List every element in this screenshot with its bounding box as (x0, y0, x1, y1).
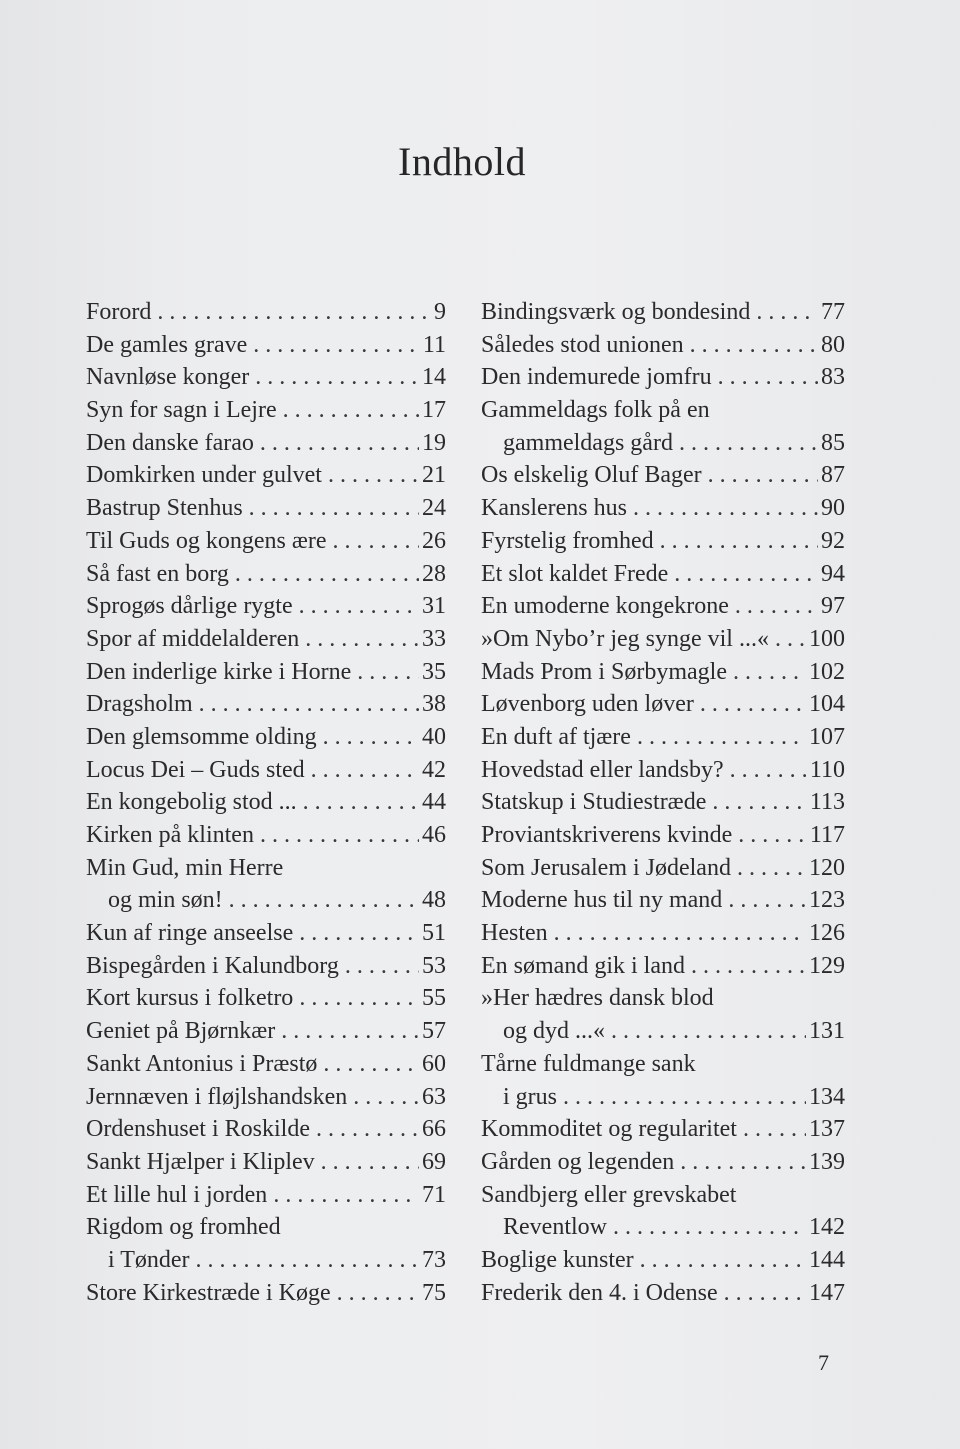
dot-leader (157, 296, 431, 329)
toc-entry-title: og min søn! (108, 887, 223, 914)
toc-entry (86, 492, 446, 525)
toc-entry-title: gammeldags gård (503, 429, 673, 456)
toc-entry (86, 786, 446, 819)
toc-entry (86, 688, 446, 721)
dot-leader (235, 558, 419, 591)
toc-entry (481, 1211, 845, 1244)
toc-entry-line (481, 394, 845, 427)
toc-entry-line (481, 1179, 845, 1212)
toc-entry-page: 147 (809, 1279, 845, 1306)
toc-entry-page: 28 (422, 560, 446, 587)
toc-entry-page: 117 (809, 822, 845, 848)
dot-leader (299, 590, 419, 623)
toc-entry-page: 85 (821, 429, 845, 456)
toc-entry-page: 11 (422, 331, 446, 358)
toc-entry (86, 623, 446, 656)
toc-entry (86, 1081, 446, 1114)
toc-entry (86, 884, 446, 917)
dot-leader (323, 721, 419, 754)
dot-leader (775, 623, 806, 656)
toc-entry-title: Sandbjerg eller grevskabet (481, 1181, 737, 1208)
dot-leader (299, 982, 419, 1015)
toc-entry-title: Navnløse konger (86, 364, 250, 391)
dot-leader (563, 1081, 806, 1114)
toc-entry-page: 63 (422, 1083, 446, 1110)
toc-entry-page: 26 (422, 527, 446, 554)
toc-entry-title: Sankt Hjælper i Kliplev (86, 1148, 315, 1175)
toc-entry-title: Gammeldags folk på en (481, 397, 710, 424)
toc-entry-page: 144 (809, 1246, 845, 1273)
dot-leader (305, 623, 419, 656)
toc-entry-title: Kirken på klinten (86, 822, 254, 848)
dot-leader (708, 459, 818, 492)
toc-entry-title: Et slot kaldet Frede (481, 560, 669, 587)
toc-entry-page: 24 (422, 495, 446, 522)
toc-entry (481, 852, 845, 885)
toc-entry-title: Således stod unionen (481, 331, 684, 358)
toc-entry-page: 137 (809, 1116, 845, 1143)
toc-entry-title: Store Kirkestræde i Køge (86, 1279, 331, 1306)
toc-entry-title: Som Jerusalem i Jødeland (481, 854, 731, 881)
toc-entry-title: Løvenborg uden løver (481, 691, 694, 718)
toc-entry-title: Hesten (481, 920, 548, 947)
toc-entry (481, 950, 845, 983)
toc-entry (86, 394, 446, 427)
toc-entry (481, 656, 845, 689)
toc-entry-page: 19 (422, 429, 446, 456)
toc-entry-title: Gården og legenden (481, 1148, 675, 1175)
toc-entry-title: En duft af tjære (481, 723, 631, 750)
toc-entry-page: 120 (809, 854, 845, 881)
toc-entry (86, 1048, 446, 1081)
dot-leader (733, 656, 806, 689)
dot-leader (738, 819, 807, 852)
dot-leader (249, 492, 419, 525)
toc-entry-page: 66 (422, 1116, 446, 1143)
toc-entry-page: 80 (821, 331, 845, 358)
toc-entry-title: Geniet på Bjørnkær (86, 1018, 276, 1045)
page-title: Indhold (398, 139, 526, 184)
toc-entry (481, 1015, 845, 1048)
toc-entry (86, 1277, 446, 1310)
toc-entry-page: 42 (422, 756, 446, 783)
toc-entry-page: 83 (821, 364, 845, 391)
dot-leader (633, 492, 818, 525)
dot-leader (690, 329, 818, 362)
toc-entry-title: Os elskelig Oluf Bager (481, 462, 702, 489)
toc-entry (481, 427, 845, 460)
toc-entry (481, 590, 845, 623)
toc-entry-page: 107 (809, 723, 845, 750)
toc-entry-page: 71 (422, 1181, 446, 1208)
toc-entry-page: 104 (809, 691, 845, 718)
toc-entry-page: 14 (422, 364, 446, 391)
toc-entry-title: Kort kursus i folketro (86, 985, 294, 1012)
toc-entry-title: Statskup i Studiestræde (481, 789, 707, 816)
toc-entry (86, 982, 446, 1015)
toc-entry (481, 558, 845, 591)
toc-entry (86, 917, 446, 950)
toc-entry (86, 1113, 446, 1146)
toc-entry (481, 1081, 845, 1114)
toc-entry (86, 590, 446, 623)
toc-entry-title: Den inderlige kirke i Horne (86, 658, 352, 685)
toc-entry-title: Fyrstelig fromhed (481, 527, 654, 554)
toc-entry-line (481, 1048, 845, 1081)
toc-entry-page: 131 (809, 1018, 845, 1045)
dot-leader (328, 459, 419, 492)
toc-entry-page: 100 (809, 625, 845, 652)
dot-leader (735, 590, 818, 623)
toc-entry-title: Hovedstad eller landsby? (481, 756, 724, 783)
toc-entry-page: 35 (422, 658, 446, 685)
toc-entry-title: Forord (86, 299, 152, 325)
toc-entry-page: 113 (809, 789, 845, 816)
toc-entry-page: 40 (422, 723, 446, 750)
toc-entry (481, 884, 845, 917)
toc-entry (481, 721, 845, 754)
dot-leader (712, 786, 807, 819)
dot-leader (737, 852, 806, 885)
toc-entry-title: »Om Nybo’r jeg synge vil ...« (481, 625, 769, 652)
toc-entry-title: Syn for sagn i Lejre (86, 397, 277, 424)
toc-entry-title: Tårne fuldmange sank (481, 1050, 696, 1077)
dot-leader (611, 1015, 806, 1048)
toc-entry-title: Min Gud, min Herre (86, 854, 284, 881)
dot-leader (316, 1113, 419, 1146)
toc-entry-title: En umoderne kongekrone (481, 593, 729, 620)
toc-entry-page: 57 (422, 1018, 446, 1045)
dot-leader (554, 917, 806, 950)
toc-entry (481, 819, 845, 852)
toc-entry-page: 46 (422, 822, 446, 848)
dot-leader (229, 884, 419, 917)
toc-entry-title: Spor af middelalderen (86, 625, 300, 652)
toc-entry-page: 75 (422, 1279, 446, 1306)
dot-leader (730, 754, 807, 787)
dot-leader (691, 950, 806, 983)
toc-entry-title: Den indemurede jomfru (481, 364, 712, 391)
toc-entry-page: 33 (422, 625, 446, 652)
toc-entry (481, 1146, 845, 1179)
toc-entry (86, 754, 446, 787)
dot-leader (283, 394, 419, 427)
toc-entry-page: 73 (422, 1246, 446, 1273)
toc-entry (86, 721, 446, 754)
toc-entry-page: 51 (422, 920, 446, 947)
dot-leader (260, 427, 419, 460)
dot-leader (323, 1048, 419, 1081)
toc-entry (481, 296, 845, 329)
toc-entry (86, 1179, 446, 1212)
toc-entry (481, 1277, 845, 1310)
toc-entry-title: Moderne hus til ny mand (481, 887, 723, 914)
dot-leader (728, 884, 806, 917)
toc-entry (86, 558, 446, 591)
toc-entry-title: i grus (503, 1083, 557, 1110)
toc-column-right (481, 296, 845, 1309)
toc-entry-title: i Tønder (108, 1246, 190, 1273)
dot-leader (260, 819, 419, 852)
toc-entry (86, 950, 446, 983)
toc-entry-title: Reventlow (503, 1214, 607, 1241)
toc-entry-title: Bastrup Stenhus (86, 495, 243, 522)
toc-entry (481, 1113, 845, 1146)
toc-entry (86, 296, 446, 329)
toc-entry-title: Dragsholm (86, 691, 193, 718)
toc-column-left (86, 296, 446, 1309)
toc-entry (86, 656, 446, 689)
dot-leader (743, 1113, 806, 1146)
toc-entry-title: Boglige kunster (481, 1246, 634, 1273)
toc-entry (86, 329, 446, 362)
toc-entry (481, 786, 845, 819)
toc-entry-page: 31 (422, 593, 446, 620)
dot-leader (756, 296, 818, 329)
toc-entry-page: 87 (821, 462, 845, 489)
toc-entry-page: 17 (422, 397, 446, 424)
dot-leader (613, 1211, 806, 1244)
toc-entry-title: »Her hædres dansk blod (481, 985, 714, 1012)
toc-entry-page: 77 (821, 299, 845, 325)
dot-leader (281, 1015, 419, 1048)
dot-leader (303, 786, 419, 819)
toc-entry-page: 102 (809, 658, 845, 685)
toc-entry (481, 1244, 845, 1277)
toc-entry-page: 129 (809, 952, 845, 979)
toc-entry (86, 1015, 446, 1048)
toc-entry (86, 525, 446, 558)
dot-leader (321, 1146, 419, 1179)
toc-entry (481, 623, 845, 656)
toc-entry (481, 525, 845, 558)
toc-entry-title: Jernnæven i fløjlshandsken (86, 1083, 348, 1110)
toc-entry-page: 134 (809, 1083, 845, 1110)
toc-entry-page: 97 (821, 593, 845, 620)
toc-entry (86, 819, 446, 852)
dot-leader (345, 950, 419, 983)
toc-entry-page: 60 (422, 1050, 446, 1077)
dot-leader (311, 754, 419, 787)
dot-leader (637, 721, 806, 754)
toc-entry-title: Sankt Antonius i Præstø (86, 1050, 318, 1077)
toc-entry-page: 142 (809, 1214, 845, 1241)
toc-entry-page: 9 (434, 299, 446, 325)
dot-leader (255, 361, 419, 394)
dot-leader (299, 917, 419, 950)
toc-entry (86, 361, 446, 394)
dot-leader (332, 525, 419, 558)
dot-leader (273, 1179, 419, 1212)
toc-entry-page: 110 (809, 756, 845, 783)
toc-entry-title: Mads Prom i Sørbymagle (481, 658, 727, 685)
dot-leader (679, 427, 818, 460)
toc-entry (481, 329, 845, 362)
toc-entry-page: 92 (821, 527, 845, 554)
toc-entry (86, 1146, 446, 1179)
toc-entry-page: 44 (422, 789, 446, 816)
dot-leader (680, 1146, 806, 1179)
toc-entry (86, 459, 446, 492)
toc-entry-title: Domkirken under gulvet (86, 462, 322, 489)
dot-leader (718, 361, 818, 394)
toc-entry-title: En kongebolig stod ... (86, 789, 297, 816)
dot-leader (353, 1081, 419, 1114)
toc-entry-page: 94 (821, 560, 845, 587)
toc-entry (481, 917, 845, 950)
toc-entry-title: De gamles grave (86, 331, 248, 358)
dot-leader (196, 1244, 419, 1277)
toc-entry-title: Bispegården i Kalundborg (86, 952, 339, 979)
toc-entry-title: og dyd ...« (503, 1018, 605, 1045)
toc-entry-page: 55 (422, 985, 446, 1012)
toc-entry-page: 126 (809, 920, 845, 947)
toc-entry-title: Frederik den 4. i Odense (481, 1279, 718, 1306)
toc-entry-title: Den danske farao (86, 429, 254, 456)
toc-entry (481, 688, 845, 721)
dot-leader (724, 1277, 806, 1310)
toc-entry-title: Til Guds og kongens ære (86, 527, 327, 554)
toc-entry-title: Proviantskriverens kvinde (481, 822, 733, 848)
dot-leader (700, 688, 806, 721)
toc-entry-page: 38 (422, 691, 446, 718)
dot-leader (253, 329, 420, 362)
toc-entry-page: 21 (422, 462, 446, 489)
toc-entry-title: En sømand gik i land (481, 952, 685, 979)
toc-entry (481, 459, 845, 492)
dot-leader (199, 688, 419, 721)
toc-entry-page: 123 (809, 887, 845, 914)
toc-entry-title: Kommoditet og regularitet (481, 1116, 737, 1143)
toc-entry (86, 1244, 446, 1277)
dot-leader (337, 1277, 419, 1310)
toc-entry-title: Den glemsomme olding (86, 723, 317, 750)
dot-leader (640, 1244, 806, 1277)
toc-entry (481, 361, 845, 394)
toc-entry-page: 139 (809, 1148, 845, 1175)
toc-entry-page: 48 (422, 887, 446, 914)
toc-entry-page: 69 (422, 1148, 446, 1175)
toc-entry-line (481, 982, 845, 1015)
toc-entry-title: Ordenshuset i Roskilde (86, 1116, 310, 1143)
dot-leader (674, 558, 818, 591)
toc-entry-title: Et lille hul i jorden (86, 1181, 268, 1208)
toc-entry-title: Bindingsværk og bondesind (481, 299, 751, 325)
dot-leader (357, 656, 419, 689)
toc-entry-page: 53 (422, 952, 446, 979)
toc-entry (86, 427, 446, 460)
dot-leader (660, 525, 818, 558)
toc-entry-title: Kanslerens hus (481, 495, 627, 522)
toc-entry (481, 754, 845, 787)
toc-entry-title: Rigdom og fromhed (86, 1214, 281, 1241)
toc-entry-title: Sprogøs dårlige rygte (86, 593, 293, 620)
toc-entry (481, 492, 845, 525)
toc-entry-line (86, 852, 446, 885)
toc-entry-page: 90 (821, 495, 845, 522)
toc-entry-title: Locus Dei – Guds sted (86, 756, 305, 783)
toc-entry-line (86, 1211, 446, 1244)
page-number: 7 (818, 1350, 829, 1375)
toc-entry-title: Så fast en borg (86, 560, 229, 587)
toc-entry-title: Kun af ringe anseelse (86, 920, 294, 947)
